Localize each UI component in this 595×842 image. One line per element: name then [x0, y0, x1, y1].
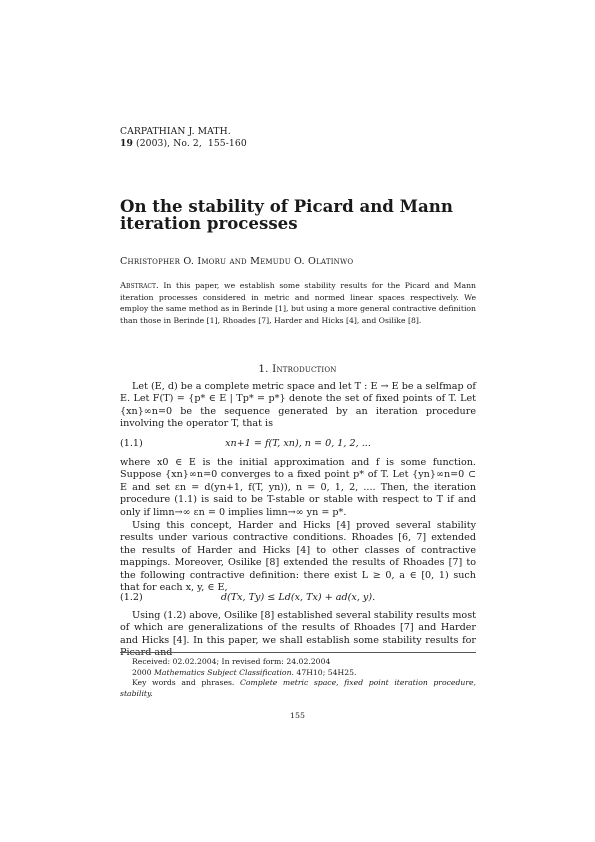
msc-codes: 47H10; 54H25.	[296, 667, 357, 677]
abstract-label: Abstract.	[120, 280, 159, 290]
keywords-label: Key words and phrases.	[132, 678, 235, 688]
paragraph-3: Using this concept, Harder and Hicks [4] proved several stability results under various contractive conditions. Rhoades [6, 7] extended the results of Harder and Hicks [4] to other classes of contractive mappings. Moreover, Osilike [8] extended the results of Rhoades [7] to the following contractive definition: there exist L ≥ 0, a ∈ [0, 1) such that for each x, y, ∈ E,	[120, 520, 476, 594]
received-dates: Received: 02.02.2004; In revised form: 24.02.2004	[132, 657, 331, 666]
footnote-rule	[120, 652, 476, 653]
equation-number: (1.1)	[120, 438, 143, 449]
msc-line	[120, 668, 476, 679]
abstract	[120, 280, 476, 326]
journal-issue	[120, 138, 247, 150]
footnotes	[120, 657, 476, 699]
paragraph-2: where x0 ∈ E is the initial approximation and f is some function. Suppose {xn}∞n=0 converges to a fixed point p* of T. Let {yn}∞n=0 ⊂ E and set εn = d(yn+1, f(T, yn)), n = 0, 1, 2, .... Then, the iteration procedure (1.1) is said to be T-stable or stable with respect to T if and only if limn→∞ εn = 0 implies limn→∞ yn = p*.	[120, 457, 476, 518]
paragraph-4: Using (1.2) above, Osilike [8] established several stability results most of which are generalizations of the results of Rhoades [7] and Harder and Hicks [4]. In this paper, we shall establish some stability results for Picard and	[120, 610, 476, 659]
abstract-text: In this paper, we establish some stability results for the Picard and Mann iteration processes considered in metric and normed linear spaces respectively. We employ the same method as in Berinde [1], but using a more general contractive definition than those in Berinde [1], Rhoades [7], Harder and Hicks [4], and Osilike [8].	[120, 281, 476, 325]
msc-label: Mathematics Subject Classification.	[154, 667, 294, 677]
page-number: 155	[290, 711, 305, 720]
paragraph-1: Let (E, d) be a complete metric space and let T : E → E be a selfmap of E. Let F(T) = {p* ∈ E | Tp* = p*} denote the set of fixed points of T. Let {xn}∞n=0 be the sequence generated by an iteration procedure involving the operator T, that is	[120, 381, 476, 430]
section-heading: 1. Introduction	[258, 363, 337, 375]
keywords: Complete metric space, fixed point iteration procedure, stability.	[120, 678, 476, 698]
journal-header	[120, 126, 247, 150]
equation-body: xn+1 = f(T, xn), n = 0, 1, 2, ...	[225, 438, 371, 449]
equation-1-1	[120, 438, 476, 452]
journal-name: CARPATHIAN J. MATH.	[120, 126, 231, 137]
equation-number: (1.2)	[120, 592, 143, 603]
keywords-line	[120, 678, 476, 699]
equation-body: d(Tx, Ty) ≤ Ld(x, Tx) + ad(x, y).	[220, 592, 376, 603]
issue-info: (2003), No. 2,	[136, 138, 202, 149]
page-range: 155-160	[207, 138, 247, 149]
equation-1-2	[120, 592, 476, 606]
paper-title: On the stability of Picard and Mann iteration processes	[120, 196, 453, 233]
authors: Christopher O. Imoru and Memudu O. Olatinwo	[120, 256, 354, 267]
msc-year: 2000	[132, 667, 152, 677]
volume: 19	[120, 138, 133, 149]
